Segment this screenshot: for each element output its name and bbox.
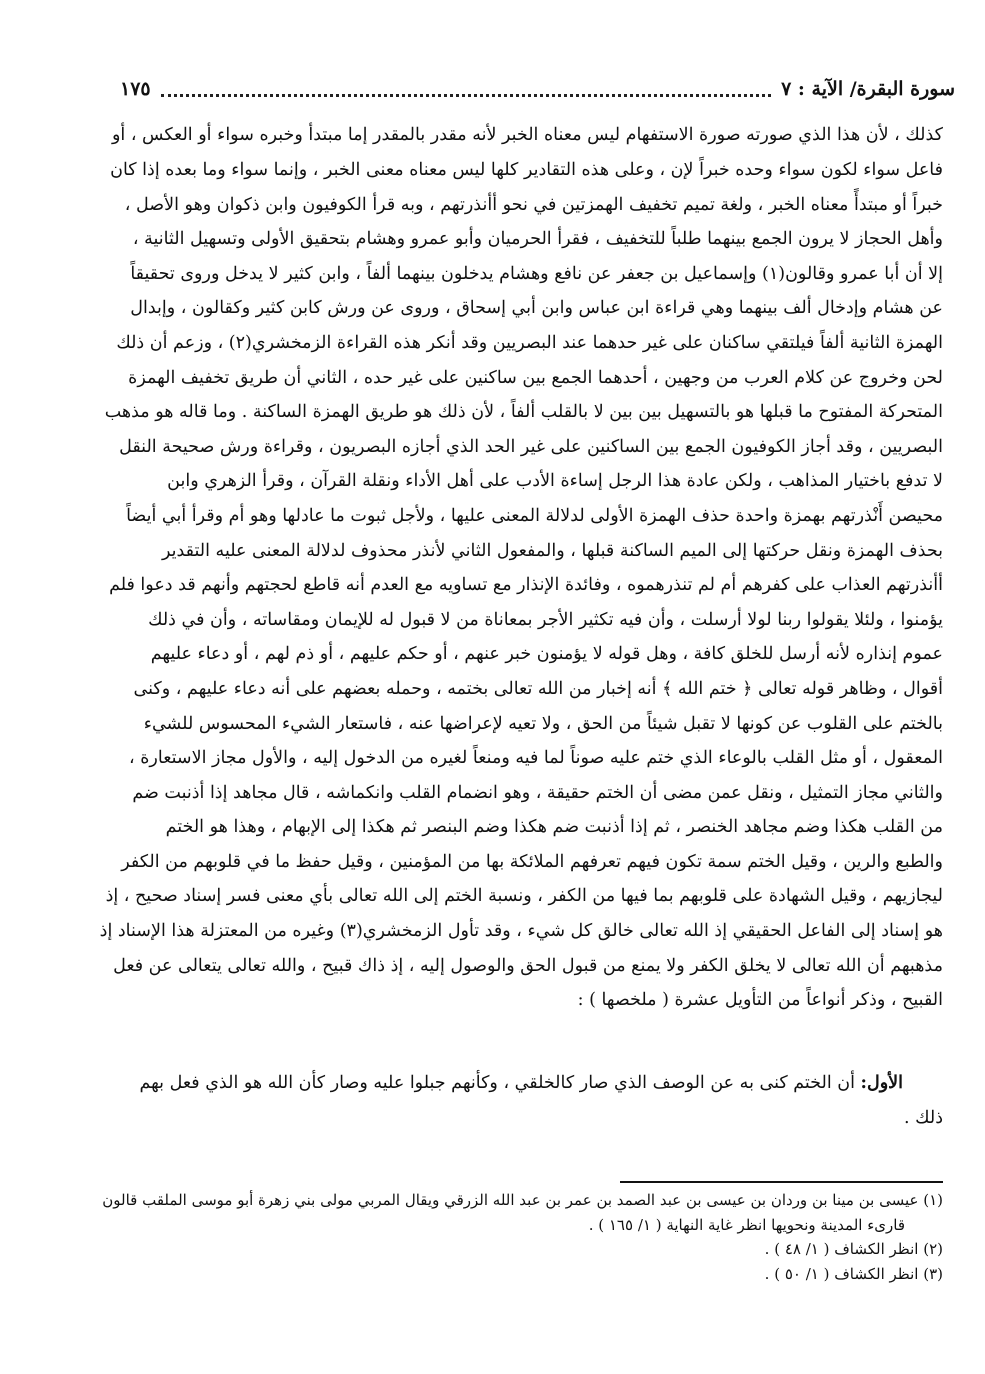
main-text bbox=[44, 118, 943, 1018]
page-number: ١٧٥ bbox=[120, 78, 151, 100]
footnote-3: (٣) انظر الكشاف ( ١/ ٥٠ ) . bbox=[764, 1264, 943, 1283]
text-line: المعقول ، أو مثل القلب بالوعاء الذي ختم عليه صوناً لما فيه ومنعاً لغيره من الدخول إليه ، والأول مجاز الاستعارة ، bbox=[129, 748, 943, 769]
text-line: كذلك ، لأن هذا الذي صورته صورة الاستفهام ليس معناه الخبر لأنه مقدر بالمقدر إما مبتدأ وخبره سواء أو العكس ، أو bbox=[111, 125, 943, 145]
text-line: عن هشام وإدخال ألف بينهما وهي قراءة ابن عباس وابن أبي إسحاق ، وروى عن ورش كابن كثير وكقالون ، وإبدال bbox=[130, 298, 943, 319]
dotted-leader bbox=[161, 94, 771, 97]
text-line: الهمزة الثانية ألفاً فيلتقي ساكنان على غير حدهما عند البصريين وقد أنكر هذه القراءة الزمخشري(٢) ، وزعم أن ذلك bbox=[116, 332, 943, 353]
text-line: يؤمنوا ، ولئلا يقولوا ربنا لولا أرسلت ، وأن فيه تكثير الأجر بمعاناة من لا قبول له للإيمان ومقاساته ، وأن في ذلك bbox=[148, 609, 943, 630]
section-line bbox=[44, 1066, 943, 1101]
text-line: لا تدفع باختيار المذاهب ، ولكن عادة هذا الرجل إساءة الأدب على أهل الأداء ونقلة القرآن ، وقرأ الزهري وابن bbox=[167, 471, 943, 492]
text-line: هو إسناد إلى الفاعل الحقيقي إذ الله تعالى خالق كل شيء ، وقد تأول الزمخشري(٣) وغيره من المعتزلة هذا الإسناد إذ bbox=[99, 921, 943, 942]
text-line: محيصن أَنْذرتهم بهمزة واحدة حذف الهمزة الأولى لدلالة المعنى عليها ، ولأجل ثبوت ما عادلها وهو أم وقرأ أبي أيضاً bbox=[126, 505, 943, 526]
text-line: لحن وخروج عن كلام العرب من وجهين ، أحدهما الجمع بين ساكنين على غير حده ، الثاني أن طريق تخفيف الهمزة bbox=[128, 367, 943, 388]
page-header bbox=[120, 72, 955, 106]
text-line: والطبع والرين ، وقيل الختم سمة تكون فيهم تعرفهم الملائكة بها من المؤمنين ، وقيل حفظ ما في قلوبهم من الكفر bbox=[121, 851, 943, 872]
footnotes bbox=[44, 1188, 943, 1286]
footnote-2: (٢) انظر الكشاف ( ١/ ٤٨ ) . bbox=[764, 1240, 943, 1258]
section-line: ذلك . bbox=[904, 1107, 943, 1128]
section-lead: الأول: bbox=[860, 1073, 903, 1093]
text-line: وأهل الحجاز لا يرون الجمع بينهما طلباً للتخفيف ، فقرأ الحرميان وأبو عمرو وهشام بتحقيق الأولى وتسهيل الثانية ، bbox=[132, 229, 943, 250]
text-line: والثاني مجاز التمثيل ، ونقل عمن مضى أن الختم حقيقة ، وهو انضمام القلب وانكماشه ، قال مجاهد إذا أذنبت ضم bbox=[132, 782, 943, 803]
first-interpretation bbox=[44, 1066, 943, 1135]
text-line: القبيح ، وذكر أنواعاً من التأويل عشرة ( ملخصها ) : bbox=[577, 990, 943, 1011]
text-line: بالختم على القلوب عن كونها لا تقبل شيئاً من الحق ، ولا تعيه لإعراضها عنه ، فاستعار الشيء المحسوس للشيء bbox=[143, 713, 943, 734]
footnote-1: (١) عيسى بن مينا بن وردان بن عيسى بن عبد الصمد بن عمر بن عبد الله الزرقي ويقال المربي مولى بني زهرة أبو موسى الملقب قالون bbox=[102, 1191, 943, 1209]
text-line: ليجازيهم ، وقيل الشهادة على قلوبهم بما فيها من الكفر ، ونسبة الختم إلى الله تعالى بأي معنى فسر إسناد صحيح ، إذ bbox=[105, 886, 943, 907]
text-line: من القلب هكذا وضم مجاهد الخنصر ، ثم إذا أذنبت ضم هكذا وضم البنصر ثم هكذا إلى الإبهام ، وهذا هو الختم bbox=[165, 817, 943, 838]
running-title: سورة البقرة/ الآية : ٧ bbox=[781, 78, 955, 100]
text-line: المتحركة المفتوح ما قبلها هو بالتسهيل بين بين لا بالقلب ألفاً ، لأن ذلك هو طريق الهمزة الساكنة . وما قاله هو مذهب bbox=[104, 402, 943, 423]
text-line: فاعل سواء لكون سواء وحده خبراً لإن ، وعلى هذه التقادير كلها ليس معناه معنى الخبر ، وإنما سواء وما بعده إذا كان bbox=[110, 160, 943, 180]
text-line: عموم إنذاره لأنه أرسل للخلق كافة ، وهل قوله لا يؤمنون خبر عنهم ، أو حكم عليهم ، أو ذم لهم ، أو دعاء عليهم bbox=[150, 644, 943, 665]
text-line: مذهبهم أن الله تعالى لا يخلق الكفر ولا يمنع من قبول الحق والوصول إليه ، إذ ذاك قبيح ، والله تعالى يتعالى عن فعل bbox=[113, 955, 943, 976]
section-text: أن الختم كنى به عن الوصف الذي صار كالخلقي ، وكأنهم جبلوا عليه وصار كأن الله هو الذي فعل بهم bbox=[139, 1073, 861, 1093]
text-line: خبراً أو مبتدأً معناه الخبر ، ولغة تميم تخفيف الهمزتين في نحو أأنذرتهم ، وبه قرأ الكوفيون وابن ذكوان وهو الأصل ، bbox=[124, 194, 943, 215]
footnote-rule bbox=[620, 1181, 943, 1183]
text-line: أقوال ، وظاهر قوله تعالى ﴿ ختم الله ﴾ أنه إخبار من الله تعالى بختمه ، وحمله بعضهم على أنه دعاء عليهم ، وكنى bbox=[133, 678, 943, 699]
text-line: أأنذرتهم العذاب على كفرهم أم لم تنذرهموه ، وفائدة الإنذار مع تساويه مع العدم أنه قاطع لحجتهم وأنهم قد دعوا فلم bbox=[109, 575, 943, 596]
footnote-1-continued: قارىء المدينة ونحويها انظر غاية النهاية ( ١/ ١٦٥ ) . bbox=[588, 1215, 905, 1234]
text-line: بحذف الهمزة ونقل حركتها إلى الميم الساكنة قبلها ، والمفعول الثاني لأنذر محذوف لدلالة المعنى عليه التقدير bbox=[161, 540, 943, 561]
text-line: إلا أن أبا عمرو وقالون(١) وإسماعيل بن جعفر عن نافع وهشام يدخلون بينهما ألفاً ، وابن كثير لا يدخل وروى تحقيقاً bbox=[130, 263, 943, 284]
text-line: البصريين ، وقد أجاز الكوفيون الجمع بين الساكنين على غير الحد الذي أجازه البصريون ، وقراءة ورش صحيحة النقل bbox=[119, 436, 943, 457]
